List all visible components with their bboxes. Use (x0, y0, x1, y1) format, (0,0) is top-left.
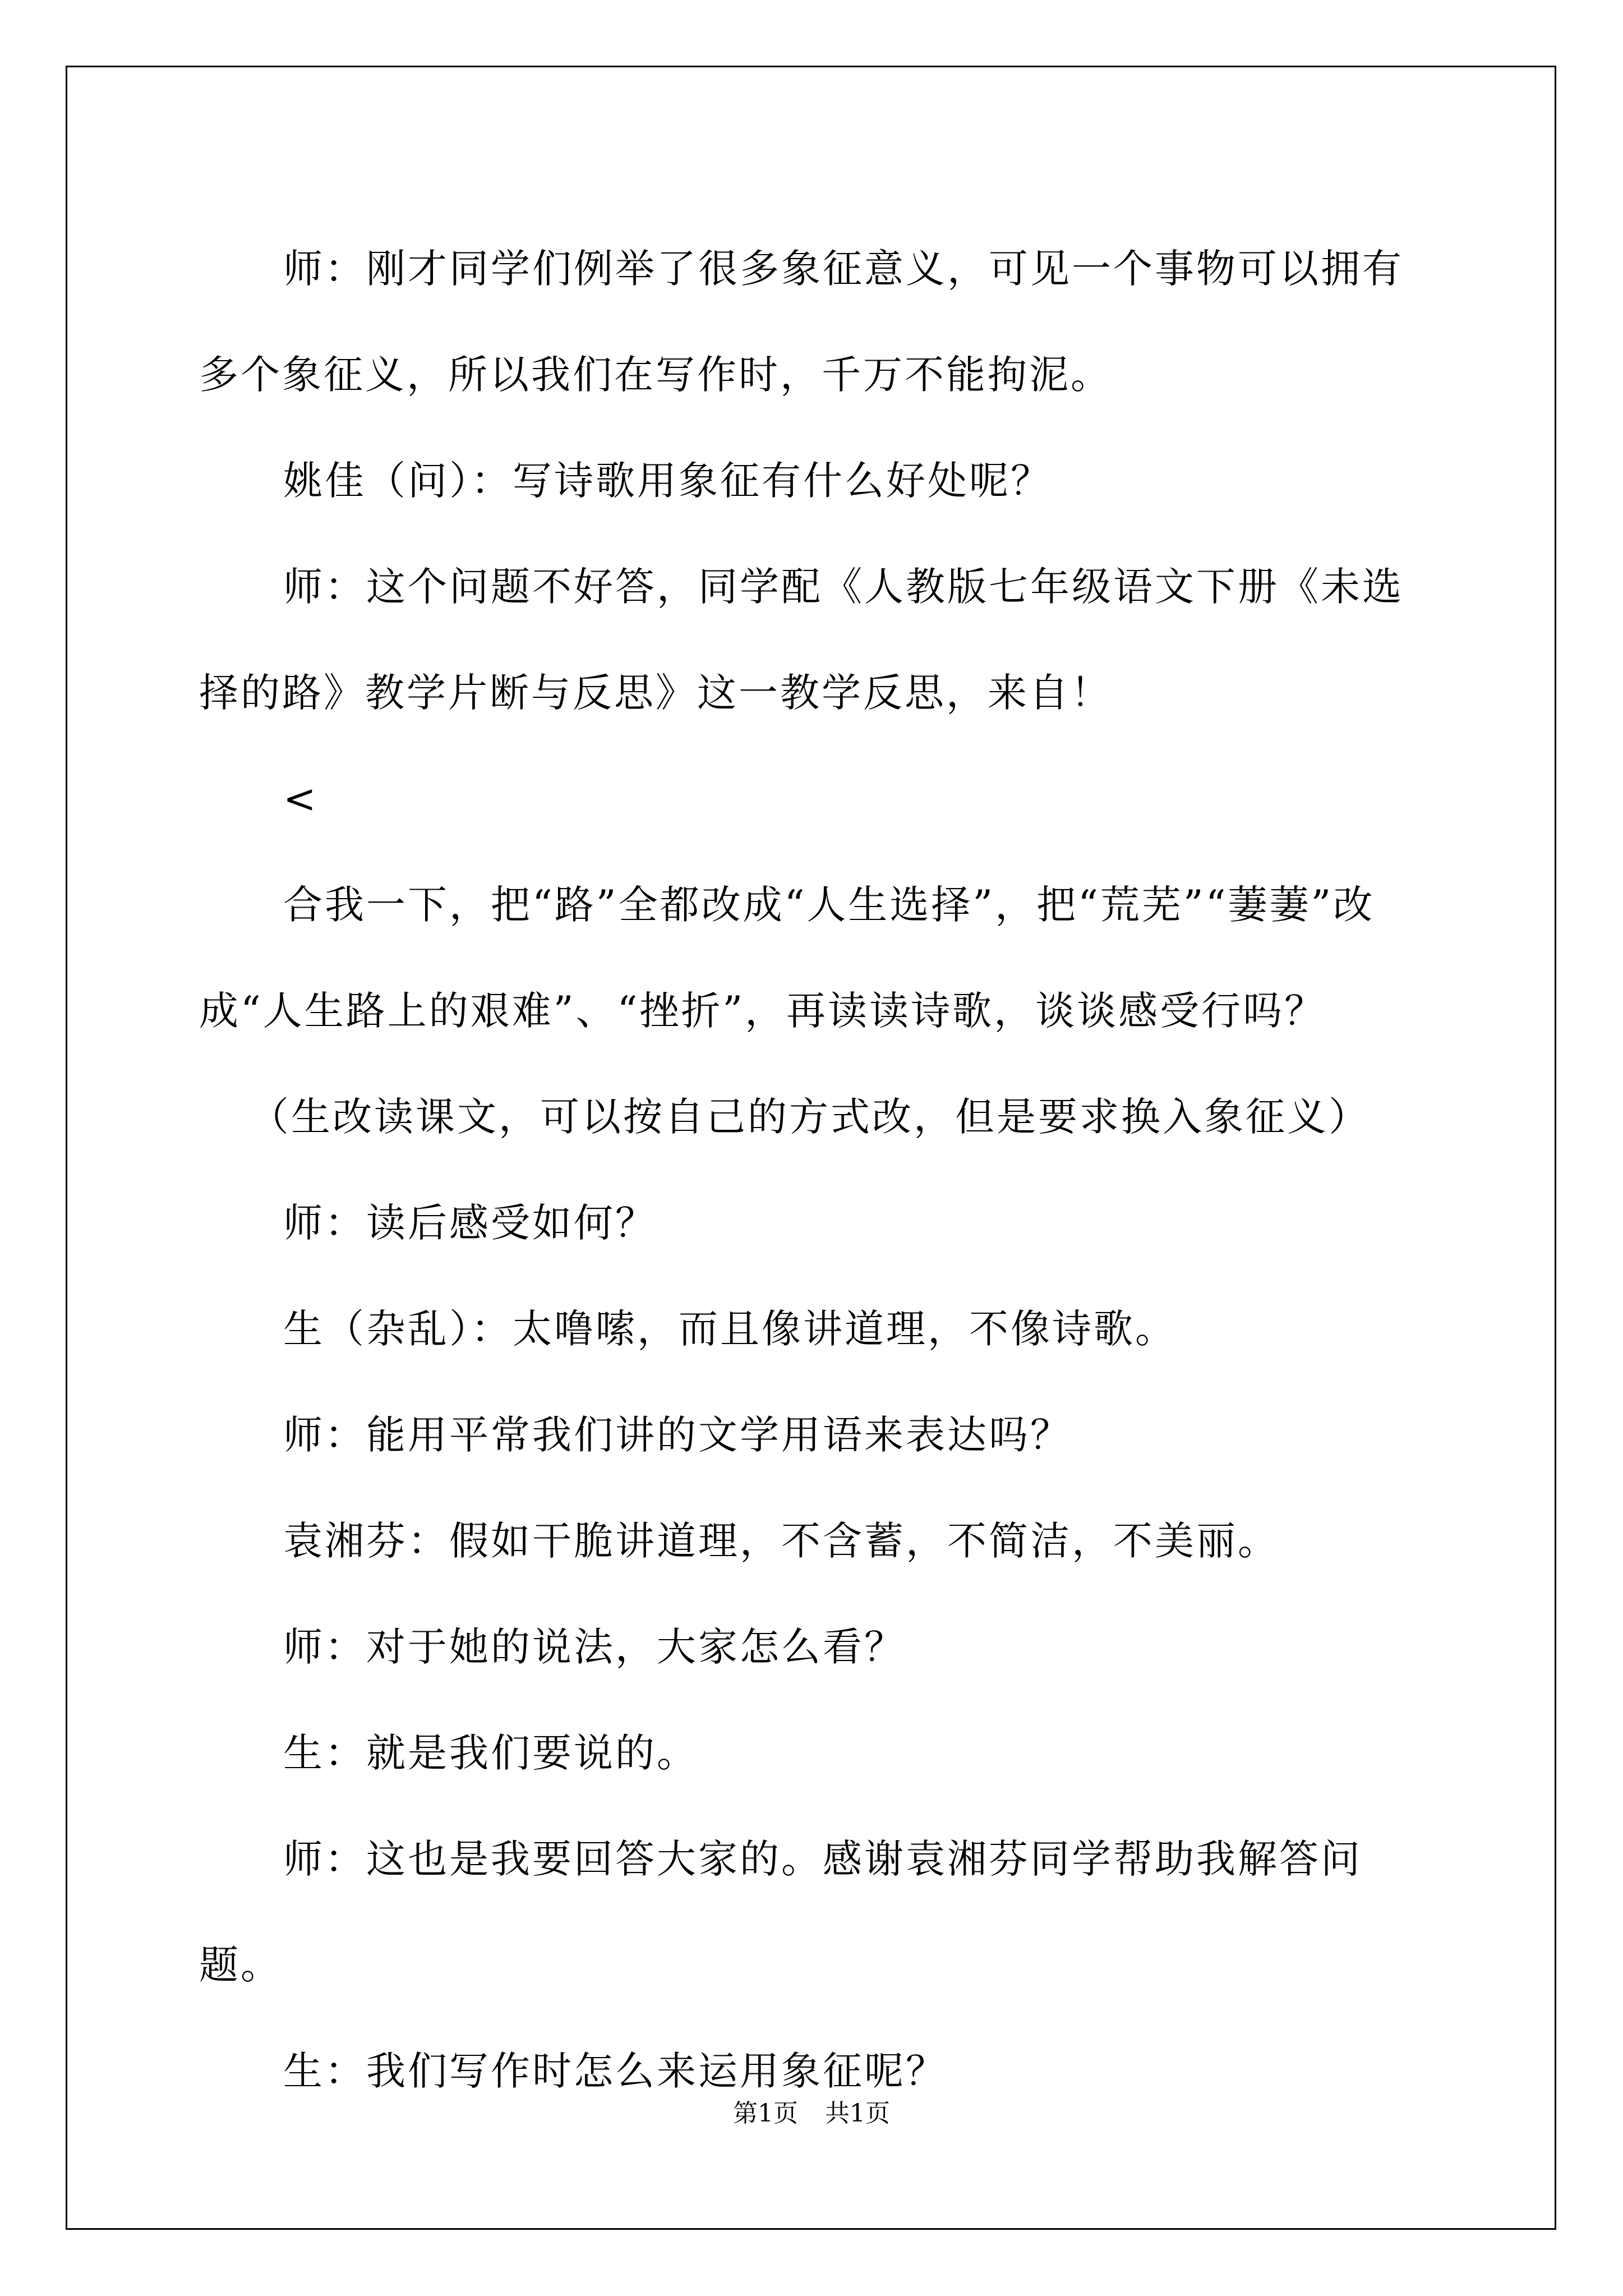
page-number: 第1页 (733, 2099, 798, 2128)
paragraph: 师：这个问题不好答，同学配《人教版七年级语文下册《未选择的路》教学片断与反思》这一教学反思，来自！ (199, 564, 1404, 716)
paragraph: < (283, 776, 319, 822)
paragraph: 师：刚才同学们例举了很多象征意义，可见一个事物可以拥有多个象征义，所以我们在写作时，千万不能拘泥。 (199, 246, 1404, 398)
paragraph: 生：我们写作时怎么来运用象征呢？ (283, 2048, 947, 2094)
paragraph: 袁湘芬：假如干脆讲道理，不含蓄，不简洁，不美丽。 (283, 1518, 1279, 1564)
paragraph: 师：读后感受如何？ (283, 1200, 657, 1246)
paragraph: 姚佳（问）：写诗歌用象征有什么好处呢？ (283, 458, 1052, 504)
page-footer (0, 2097, 1623, 2131)
paragraph: 生：就是我们要说的。 (283, 1730, 698, 1776)
paragraph: 师：这也是我要回答大家的。感谢袁湘芬同学帮助我解答问题。 (199, 1836, 1362, 1988)
document-body (199, 216, 1427, 2124)
paragraph: 师：对于她的说法，大家怎么看？ (283, 1624, 906, 1670)
paragraph: 师：能用平常我们讲的文学用语来表达吗？ (283, 1412, 1072, 1458)
paragraph: 合我一下，把“路”全都改成“人生选择”，把“荒芜”“萋萋”改成“人生路上的艰难”、“挫折”，再读读诗歌，谈谈感受行吗？ (199, 882, 1375, 1034)
paragraph: （生改读课文，可以按自己的方式改，但是要求换入象征义） (250, 1094, 1370, 1140)
page-total: 共1页 (825, 2099, 890, 2128)
paragraph: 生（杂乱）：太噜嗦，而且像讲道理，不像诗歌。 (283, 1306, 1177, 1352)
